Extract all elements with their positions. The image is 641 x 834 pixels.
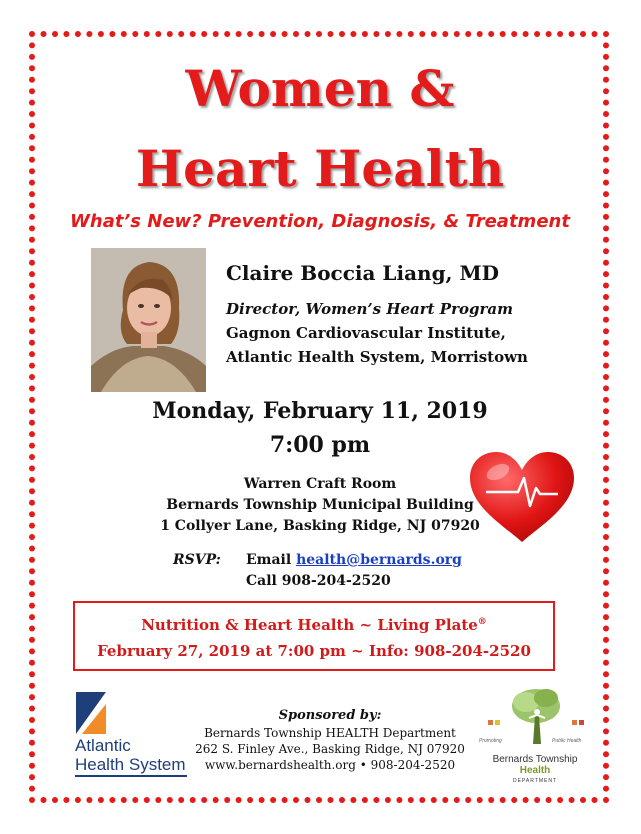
border-dot bbox=[121, 31, 127, 37]
border-dot bbox=[603, 626, 609, 632]
border-dot bbox=[580, 31, 586, 37]
border-dot bbox=[603, 225, 609, 231]
border-dot bbox=[603, 351, 609, 357]
border-dot bbox=[29, 305, 35, 311]
border-dot bbox=[98, 797, 104, 803]
border-dot bbox=[29, 465, 35, 471]
border-dot bbox=[603, 603, 609, 609]
atlantic-logo-line-2: Health System bbox=[75, 755, 186, 774]
border-dot bbox=[523, 797, 529, 803]
border-dot bbox=[29, 500, 35, 506]
speaker-system: Atlantic Health System, Morristown bbox=[226, 348, 528, 366]
border-dot bbox=[29, 157, 35, 163]
border-dot bbox=[29, 100, 35, 106]
border-dot bbox=[362, 797, 368, 803]
border-dot bbox=[52, 31, 58, 37]
bernards-tag-right: Public Health bbox=[552, 738, 582, 744]
border-dot bbox=[29, 797, 35, 803]
border-dot bbox=[603, 454, 609, 460]
border-dot bbox=[29, 717, 35, 723]
border-dot bbox=[603, 237, 609, 243]
border-dot bbox=[29, 477, 35, 483]
border-dot bbox=[98, 31, 104, 37]
location-building: Bernards Township Municipal Building bbox=[166, 497, 474, 513]
border-dot bbox=[442, 797, 448, 803]
border-dot bbox=[603, 271, 609, 277]
border-dot bbox=[29, 180, 35, 186]
border-dot bbox=[29, 774, 35, 780]
border-dot bbox=[29, 260, 35, 266]
border-dot bbox=[454, 31, 460, 37]
speaker-title: Director, Women’s Heart Program bbox=[226, 300, 513, 318]
border-dot bbox=[603, 420, 609, 426]
border-dot bbox=[603, 180, 609, 186]
border-dot bbox=[29, 317, 35, 323]
border-dot bbox=[29, 591, 35, 597]
border-dot bbox=[500, 31, 506, 37]
border-dot bbox=[603, 648, 609, 654]
border-dot bbox=[178, 797, 184, 803]
border-dot bbox=[29, 660, 35, 666]
rsvp-email-label: Email bbox=[246, 552, 292, 568]
event-date: Monday, February 11, 2019 bbox=[152, 398, 488, 424]
border-dot bbox=[293, 797, 299, 803]
border-dot bbox=[603, 363, 609, 369]
registered-mark: ® bbox=[477, 617, 487, 627]
border-dot bbox=[29, 271, 35, 277]
border-dot bbox=[500, 797, 506, 803]
border-dot bbox=[29, 340, 35, 346]
border-dot bbox=[270, 31, 276, 37]
border-dot bbox=[247, 797, 253, 803]
border-dot bbox=[603, 671, 609, 677]
bernards-logo-line-1: Bernards Township bbox=[492, 754, 578, 765]
border-dot bbox=[29, 431, 35, 437]
border-dot bbox=[603, 523, 609, 529]
border-dot bbox=[132, 797, 138, 803]
border-dot bbox=[603, 42, 609, 48]
border-dot bbox=[213, 31, 219, 37]
border-dot bbox=[569, 31, 575, 37]
border-dot bbox=[29, 728, 35, 734]
border-dot bbox=[201, 31, 207, 37]
border-dot bbox=[86, 31, 92, 37]
border-dot bbox=[465, 797, 471, 803]
border-dot bbox=[270, 797, 276, 803]
border-dot bbox=[557, 31, 563, 37]
location-address: 1 Collyer Lane, Basking Ridge, NJ 07920 bbox=[160, 518, 480, 534]
border-dot bbox=[190, 797, 196, 803]
sponsor-phone: 908-204-2520 bbox=[370, 758, 456, 772]
border-dot bbox=[465, 31, 471, 37]
border-dot bbox=[488, 31, 494, 37]
border-dot bbox=[592, 31, 598, 37]
border-dot bbox=[419, 31, 425, 37]
location-room: Warren Craft Room bbox=[243, 476, 397, 492]
border-dot bbox=[603, 660, 609, 666]
border-dot bbox=[603, 763, 609, 769]
border-dot bbox=[236, 31, 242, 37]
border-dot bbox=[41, 797, 47, 803]
border-dot bbox=[29, 740, 35, 746]
border-dot bbox=[603, 340, 609, 346]
border-dot bbox=[224, 797, 230, 803]
border-dot bbox=[603, 305, 609, 311]
event-time: 7:00 pm bbox=[269, 432, 371, 458]
border-dot bbox=[29, 42, 35, 48]
border-dot bbox=[75, 31, 81, 37]
border-dot bbox=[29, 603, 35, 609]
border-dot bbox=[603, 260, 609, 266]
border-dot bbox=[29, 786, 35, 792]
border-dot bbox=[29, 385, 35, 391]
border-dot bbox=[29, 671, 35, 677]
border-dot bbox=[282, 31, 288, 37]
promo-box bbox=[73, 601, 555, 671]
border-dot bbox=[316, 797, 322, 803]
border-dot bbox=[247, 31, 253, 37]
subtitle: What’s New? Prevention, Diagnosis, & Treatment bbox=[70, 211, 570, 232]
border-dot bbox=[603, 328, 609, 334]
border-dot bbox=[603, 54, 609, 60]
border-dot bbox=[523, 31, 529, 37]
border-dot bbox=[408, 31, 414, 37]
border-dot bbox=[29, 283, 35, 289]
border-dot bbox=[305, 797, 311, 803]
border-dot bbox=[109, 31, 115, 37]
border-dot bbox=[603, 111, 609, 117]
rsvp-phone: Call 908-204-2520 bbox=[246, 573, 391, 589]
border-dot bbox=[190, 31, 196, 37]
border-dot bbox=[178, 31, 184, 37]
border-dot bbox=[29, 191, 35, 197]
border-dot bbox=[52, 797, 58, 803]
border-dot bbox=[603, 134, 609, 140]
border-dot bbox=[29, 706, 35, 712]
border-dot bbox=[603, 591, 609, 597]
border-dot bbox=[477, 31, 483, 37]
border-dot bbox=[603, 614, 609, 620]
border-dot bbox=[236, 797, 242, 803]
promo-title: Nutrition & Heart Health ~ Living Plate bbox=[141, 616, 478, 634]
border-dot bbox=[328, 31, 334, 37]
border-dot bbox=[557, 797, 563, 803]
border-dot bbox=[29, 134, 35, 140]
border-dot bbox=[603, 774, 609, 780]
border-dot bbox=[546, 797, 552, 803]
border-dot bbox=[29, 111, 35, 117]
border-dot bbox=[546, 31, 552, 37]
border-dot bbox=[603, 546, 609, 552]
border-dot bbox=[259, 797, 265, 803]
border-dot bbox=[603, 31, 609, 37]
border-dot bbox=[603, 717, 609, 723]
border-dot bbox=[29, 237, 35, 243]
border-dot bbox=[29, 648, 35, 654]
border-dot bbox=[328, 797, 334, 803]
border-dot bbox=[396, 31, 402, 37]
atlantic-logo-rule bbox=[75, 775, 187, 777]
border-dot bbox=[603, 511, 609, 517]
sponsor-bullet: • bbox=[359, 758, 367, 772]
border-dot bbox=[201, 797, 207, 803]
border-dot bbox=[29, 203, 35, 209]
border-dot bbox=[29, 557, 35, 563]
border-dot bbox=[408, 797, 414, 803]
bernards-health-logo-icon bbox=[488, 684, 584, 746]
border-dot bbox=[603, 294, 609, 300]
bernards-logo-line-2: Health bbox=[519, 765, 551, 776]
border-dot bbox=[603, 557, 609, 563]
border-dot bbox=[580, 797, 586, 803]
atlantic-logo-line-1: Atlantic bbox=[75, 736, 131, 755]
border-dot bbox=[534, 31, 540, 37]
sponsor-org: Bernards Township HEALTH Department bbox=[204, 726, 456, 740]
border-dot bbox=[603, 786, 609, 792]
rsvp-email-row bbox=[246, 552, 462, 568]
border-dot bbox=[29, 454, 35, 460]
border-dot bbox=[155, 797, 161, 803]
border-dot bbox=[29, 374, 35, 380]
border-dot bbox=[488, 797, 494, 803]
border-dot bbox=[592, 797, 598, 803]
border-dot bbox=[373, 31, 379, 37]
border-dot bbox=[41, 31, 47, 37]
border-dot bbox=[29, 751, 35, 757]
rsvp-label: RSVP: bbox=[173, 552, 221, 568]
border-dot bbox=[339, 797, 345, 803]
border-dot bbox=[431, 31, 437, 37]
border-dot bbox=[29, 168, 35, 174]
border-dot bbox=[282, 797, 288, 803]
sponsor-heading: Sponsored by: bbox=[278, 708, 382, 723]
border-dot bbox=[29, 145, 35, 151]
border-dot bbox=[603, 145, 609, 151]
border-dot bbox=[603, 740, 609, 746]
border-dot bbox=[603, 203, 609, 209]
border-dot bbox=[603, 797, 609, 803]
border-dot bbox=[603, 397, 609, 403]
border-dot bbox=[305, 31, 311, 37]
border-dot bbox=[603, 477, 609, 483]
border-dot bbox=[603, 77, 609, 83]
rsvp-email-link[interactable]: health@bernards.org bbox=[296, 552, 462, 568]
border-dot bbox=[29, 443, 35, 449]
border-dot bbox=[603, 191, 609, 197]
border-dot bbox=[603, 123, 609, 129]
border-dot bbox=[29, 123, 35, 129]
border-dot bbox=[29, 546, 35, 552]
border-dot bbox=[603, 88, 609, 94]
border-dot bbox=[29, 637, 35, 643]
border-dot bbox=[213, 797, 219, 803]
promo-line-2: February 27, 2019 at 7:00 pm ~ Info: 908-204-2520 bbox=[97, 642, 531, 660]
border-dot bbox=[316, 31, 322, 37]
border-dot bbox=[121, 797, 127, 803]
border-dot bbox=[603, 65, 609, 71]
border-dot bbox=[603, 100, 609, 106]
border-dot bbox=[534, 797, 540, 803]
border-dot bbox=[86, 797, 92, 803]
border-dot bbox=[29, 363, 35, 369]
border-dot bbox=[603, 248, 609, 254]
speaker-name: Claire Boccia Liang, MD bbox=[226, 261, 499, 285]
border-dot bbox=[603, 694, 609, 700]
border-dot bbox=[167, 797, 173, 803]
border-dot bbox=[29, 54, 35, 60]
border-dot bbox=[603, 488, 609, 494]
border-dot bbox=[603, 443, 609, 449]
border-dot bbox=[603, 706, 609, 712]
border-dot bbox=[29, 523, 35, 529]
bernards-logo-line-3: DEPARTMENT bbox=[513, 778, 557, 784]
border-dot bbox=[29, 614, 35, 620]
border-dot bbox=[29, 534, 35, 540]
border-dot bbox=[511, 31, 517, 37]
border-dot bbox=[167, 31, 173, 37]
border-dot bbox=[29, 31, 35, 37]
border-dot bbox=[385, 797, 391, 803]
border-dot bbox=[29, 351, 35, 357]
sponsor-contact bbox=[190, 758, 470, 772]
border-dot bbox=[419, 797, 425, 803]
border-dot bbox=[109, 797, 115, 803]
border-dot bbox=[603, 580, 609, 586]
heart-icon bbox=[466, 448, 578, 544]
atlantic-logo-icon bbox=[76, 692, 106, 734]
speaker-institute: Gagnon Cardiovascular Institute, bbox=[226, 324, 506, 342]
border-dot bbox=[29, 568, 35, 574]
border-dot bbox=[603, 317, 609, 323]
border-dot bbox=[259, 31, 265, 37]
promo-line-1 bbox=[75, 616, 553, 634]
border-dot bbox=[603, 431, 609, 437]
border-dot bbox=[29, 408, 35, 414]
border-dot bbox=[603, 683, 609, 689]
border-dot bbox=[603, 214, 609, 220]
border-dot bbox=[29, 626, 35, 632]
border-dot bbox=[63, 797, 69, 803]
border-dot bbox=[350, 31, 356, 37]
border-dot bbox=[603, 385, 609, 391]
border-dot bbox=[224, 31, 230, 37]
title-line-1: Women & bbox=[185, 59, 455, 118]
border-dot bbox=[29, 397, 35, 403]
border-dot bbox=[29, 65, 35, 71]
border-dot bbox=[29, 763, 35, 769]
border-dot bbox=[29, 248, 35, 254]
border-dot bbox=[385, 31, 391, 37]
border-dot bbox=[350, 797, 356, 803]
border-dot bbox=[603, 568, 609, 574]
sponsor-address: 262 S. Finley Ave., Basking Ridge, NJ 07920 bbox=[195, 742, 465, 756]
border-dot bbox=[29, 683, 35, 689]
border-dot bbox=[603, 465, 609, 471]
border-dot bbox=[29, 328, 35, 334]
border-dot bbox=[29, 488, 35, 494]
border-dot bbox=[603, 283, 609, 289]
border-dot bbox=[569, 797, 575, 803]
border-dot bbox=[603, 637, 609, 643]
border-dot bbox=[29, 294, 35, 300]
border-dot bbox=[29, 511, 35, 517]
speaker-photo bbox=[91, 248, 206, 392]
border-dot bbox=[29, 88, 35, 94]
sponsor-web: www.bernardshealth.org bbox=[204, 758, 356, 772]
border-dot bbox=[511, 797, 517, 803]
border-dot bbox=[29, 214, 35, 220]
title-line-2: Heart Health bbox=[135, 139, 505, 198]
bernards-tag-left: Promoting bbox=[479, 738, 502, 744]
border-dot bbox=[603, 728, 609, 734]
border-dot bbox=[29, 225, 35, 231]
border-dot bbox=[454, 797, 460, 803]
border-dot bbox=[29, 420, 35, 426]
border-dot bbox=[603, 500, 609, 506]
border-dot bbox=[144, 797, 150, 803]
border-dot bbox=[29, 580, 35, 586]
border-dot bbox=[396, 797, 402, 803]
border-dot bbox=[339, 31, 345, 37]
border-dot bbox=[29, 694, 35, 700]
border-dot bbox=[431, 797, 437, 803]
border-dot bbox=[603, 157, 609, 163]
border-dot bbox=[75, 797, 81, 803]
border-dot bbox=[63, 31, 69, 37]
border-dot bbox=[29, 77, 35, 83]
border-dot bbox=[442, 31, 448, 37]
border-dot bbox=[603, 408, 609, 414]
border-dot bbox=[155, 31, 161, 37]
border-dot bbox=[603, 374, 609, 380]
border-dot bbox=[373, 797, 379, 803]
border-dot bbox=[362, 31, 368, 37]
border-dot bbox=[293, 31, 299, 37]
border-dot bbox=[477, 797, 483, 803]
border-dot bbox=[603, 751, 609, 757]
border-dot bbox=[603, 534, 609, 540]
border-dot bbox=[132, 31, 138, 37]
border-dot bbox=[144, 31, 150, 37]
border-dot bbox=[603, 168, 609, 174]
